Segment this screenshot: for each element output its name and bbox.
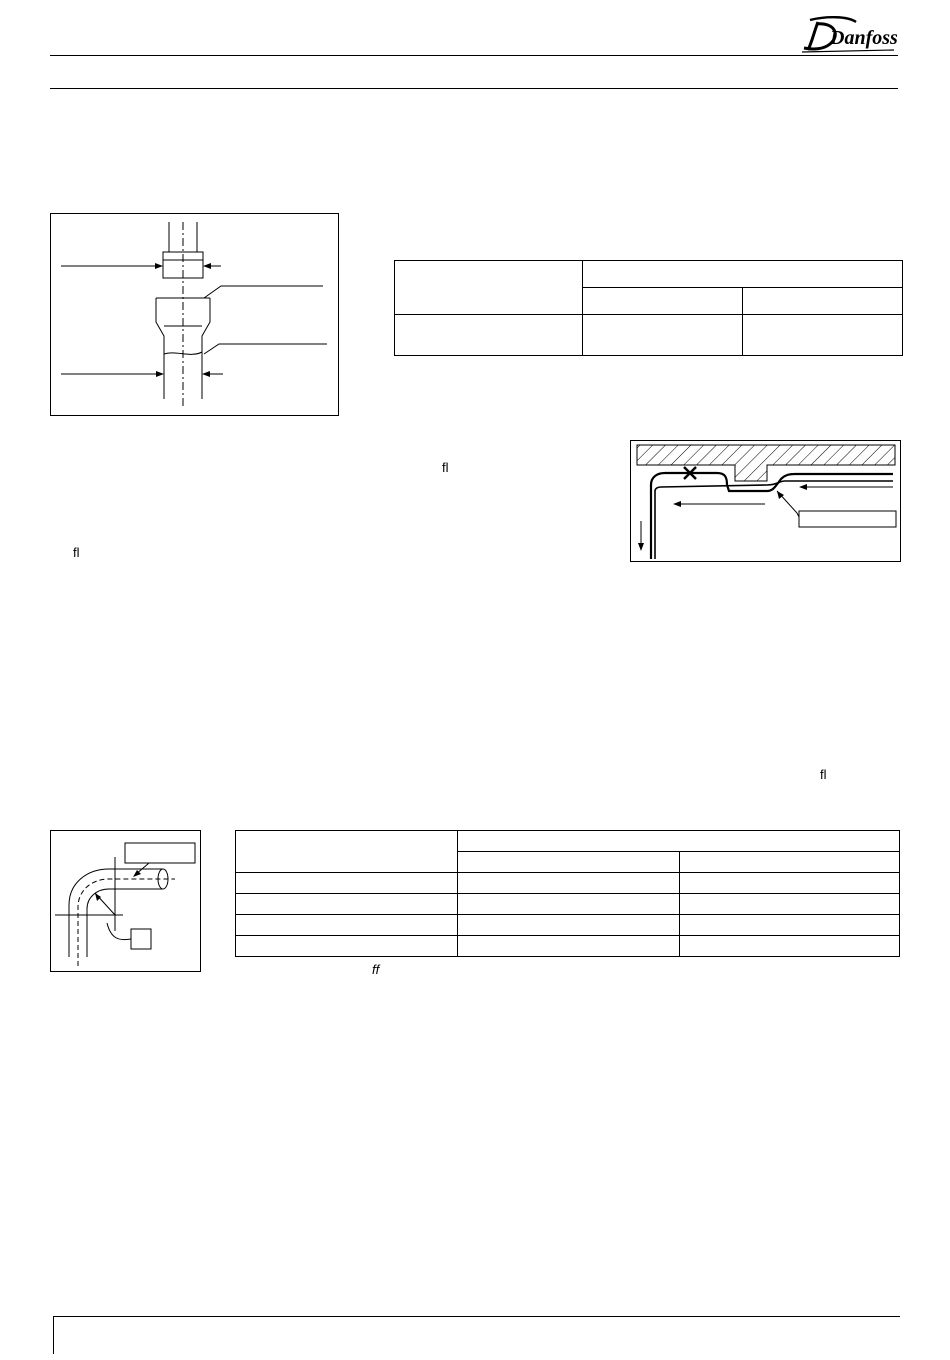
header-rule-bottom [50,88,898,89]
header-rule-top [50,55,898,56]
table-2-cell [458,915,680,936]
brazing-flow-drawing [631,441,902,563]
table-1-cell [583,315,743,356]
table-1 [394,260,903,356]
bend-radius-drawing [51,831,202,973]
figure-tube-insertion [50,213,339,416]
text-fragment: fl [820,767,827,782]
figure-brazing-flow [630,440,901,562]
brand-wordmark: Danfoss [830,27,898,49]
table-2-cell [236,873,458,894]
figure-bend-radius [50,830,201,972]
table-1-header-cell [583,261,903,288]
table-2-cell [236,915,458,936]
table-2-cell [680,873,900,894]
table-2-header-cell [236,831,458,873]
text-fragment: fl [73,545,80,560]
tube-insertion-drawing [51,214,340,417]
table-2-header-cell [680,852,900,873]
table-2-header-cell [458,831,900,852]
table-1-header-cell [743,288,903,315]
danfoss-logo-graphic [796,12,900,54]
table-2-cell [236,936,458,957]
text-fragment: fl [442,460,449,475]
table-2-cell [458,936,680,957]
danfoss-logo [796,12,900,54]
table-2-cell [458,894,680,915]
text-fragment: ff [372,962,380,977]
table-2-cell [680,936,900,957]
table-2-cell [680,915,900,936]
table-1-header-cell [395,261,583,315]
table-2-cell [458,873,680,894]
table-2-cell [680,894,900,915]
table-2-header-cell [458,852,680,873]
table-1-cell [743,315,903,356]
table-1-cell [395,315,583,356]
table-1-header-cell [583,288,743,315]
table-2-cell [236,894,458,915]
table-2 [235,830,900,957]
footer-rule [53,1316,900,1317]
footer-divider [53,1316,54,1354]
